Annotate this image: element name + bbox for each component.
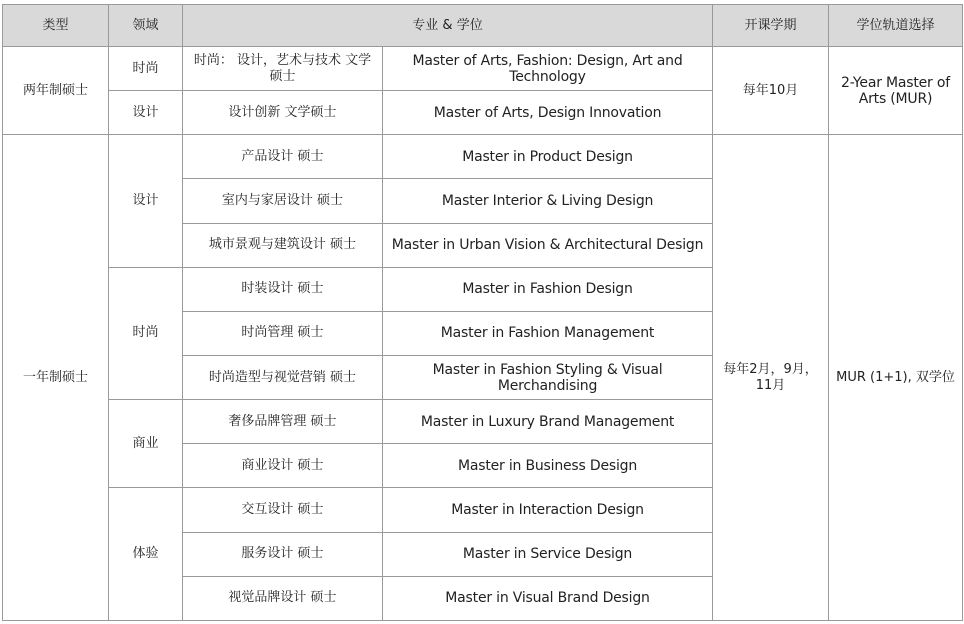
program-cn: 奢侈品牌管理 硕士 <box>183 400 383 444</box>
program-cn: 设计创新 文学硕士 <box>183 91 383 135</box>
program-cn: 城市景观与建筑设计 硕士 <box>183 223 383 267</box>
header-type: 类型 <box>3 5 109 47</box>
program-cn: 视觉品牌设计 硕士 <box>183 576 383 620</box>
program-en: Master in Business Design <box>383 444 713 488</box>
field-cell: 时尚 <box>109 47 183 91</box>
program-cn: 服务设计 硕士 <box>183 532 383 576</box>
program-cn: 产品设计 硕士 <box>183 135 383 179</box>
program-en: Master in Service Design <box>383 532 713 576</box>
header-field: 领域 <box>109 5 183 47</box>
intake-cell: 每年2月，9月，11月 <box>713 135 829 621</box>
track-cell: MUR (1+1), 双学位 <box>829 135 963 621</box>
program-en: Master in Fashion Management <box>383 311 713 355</box>
type-cell: 一年制硕士 <box>3 135 109 621</box>
table-row <box>3 135 963 179</box>
field-cell: 设计 <box>109 135 183 267</box>
program-en: Master Interior & Living Design <box>383 179 713 223</box>
program-cn: 室内与家居设计 硕士 <box>183 179 383 223</box>
program-cn: 时尚管理 硕士 <box>183 311 383 355</box>
programs-table <box>2 4 963 621</box>
intake-cell: 每年10月 <box>713 47 829 135</box>
program-en: Master in Fashion Styling & Visual Merchandising <box>383 355 713 399</box>
program-en: Master of Arts, Design Innovation <box>383 91 713 135</box>
field-cell: 时尚 <box>109 267 183 399</box>
header-intake: 开课学期 <box>713 5 829 47</box>
header-program: 专业 & 学位 <box>183 5 713 47</box>
program-cn: 商业设计 硕士 <box>183 444 383 488</box>
program-cn: 时尚： 设计，艺术与技术 文学硕士 <box>183 47 383 91</box>
program-en: Master of Arts, Fashion: Design, Art and Technology <box>383 47 713 91</box>
field-cell: 设计 <box>109 91 183 135</box>
type-cell: 两年制硕士 <box>3 47 109 135</box>
program-en: Master in Product Design <box>383 135 713 179</box>
program-cn: 时装设计 硕士 <box>183 267 383 311</box>
header-row <box>3 5 963 47</box>
program-cn: 时尚造型与视觉营销 硕士 <box>183 355 383 399</box>
program-en: Master in Interaction Design <box>383 488 713 532</box>
track-cell: 2-Year Master of Arts (MUR) <box>829 47 963 135</box>
program-en: Master in Fashion Design <box>383 267 713 311</box>
field-cell: 体验 <box>109 488 183 621</box>
field-cell: 商业 <box>109 400 183 488</box>
table-row <box>3 47 963 91</box>
header-track: 学位轨道选择 <box>829 5 963 47</box>
program-cn: 交互设计 硕士 <box>183 488 383 532</box>
program-en: Master in Visual Brand Design <box>383 576 713 620</box>
program-en: Master in Luxury Brand Management <box>383 400 713 444</box>
program-en: Master in Urban Vision & Architectural Design <box>383 223 713 267</box>
